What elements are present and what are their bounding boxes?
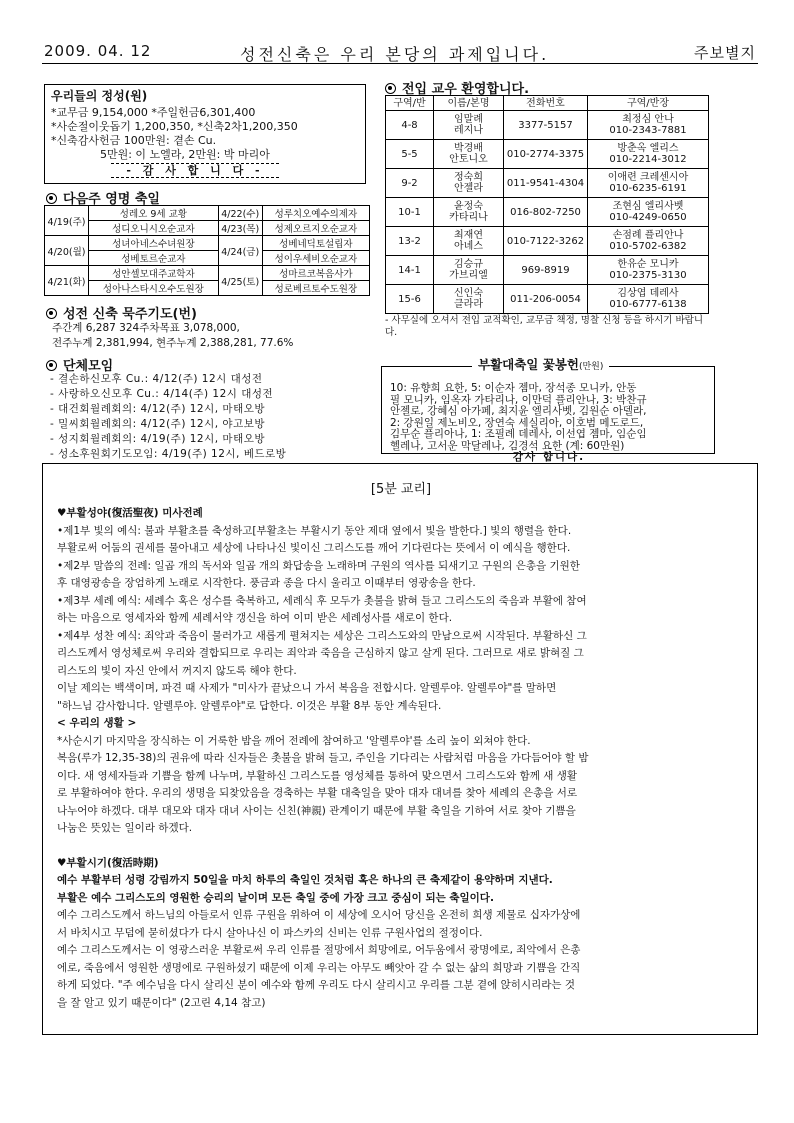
- paragraph-line: 하게 되었다. "주 예수님을 다시 살리신 분이 예수와 함께 우리도 다시 살리시고 우리를 그분 곁에 앉히시리라는 것: [57, 979, 576, 991]
- rosary-heading: [46, 303, 197, 322]
- feast-name: 성로베르토수도원장: [262, 281, 369, 296]
- area-cell: 15-6: [386, 285, 434, 314]
- feast-name: 성디오니시오순교자: [89, 221, 219, 236]
- flower-line: 10: 유향희 요한, 5: 이순자 젬마, 장석종 모니카, 안동: [390, 382, 637, 394]
- transfer-table: [385, 95, 709, 314]
- leader-name: 이애련 크레센시아: [607, 172, 689, 183]
- rosary-title: 성전 신축 묵주기도(번): [63, 307, 197, 322]
- meetings-list: [50, 372, 286, 462]
- phone-cell: 3377-5157: [504, 111, 588, 140]
- phone-cell: 010-7122-3262: [504, 227, 588, 256]
- table-row: [45, 206, 370, 221]
- meeting-item: - 밀씨회월례회의: 4/12(주) 12시, 야고보방: [50, 418, 266, 430]
- leader-name: 방춘옥 엘리스: [617, 143, 679, 154]
- table-row: [45, 266, 370, 281]
- section-heading: ♥부활성야(復活聖夜) 미사전례: [57, 507, 203, 519]
- flower-unit: (만원): [578, 362, 604, 372]
- col-header: 구역/반장: [588, 96, 709, 111]
- name-cell: [434, 227, 504, 256]
- transfer-title: 전입 교우 환영합니다.: [402, 82, 530, 97]
- header-title: 성전신축은 우리 본당의 과제입니다.: [240, 45, 550, 64]
- paragraph-line: •제2부 말씀의 전례: 일곱 개의 독서와 일곱 개의 화답송을 노래하며 구원의 역사를 되새기고 구원의 은총을 기원한: [57, 559, 580, 572]
- paragraph-line: 복음(루가 12,35-38)의 권유에 따라 신자들은 촛불을 밝혀 들고, 주인을 기다리는 사람처럼 마음을 가다듬어야 할 밤: [57, 752, 589, 764]
- table-row: [45, 281, 370, 296]
- feast-name: 성마르코복음사가: [262, 266, 369, 281]
- feast-name: 성제오르지오순교자: [262, 221, 369, 236]
- leader-name: 한유순 모니카: [617, 259, 679, 270]
- leader-cell: [588, 285, 709, 314]
- col-header: 전화번호: [504, 96, 588, 111]
- table-row: [386, 111, 709, 140]
- meeting-item: - 성지회월례회의: 4/19(주) 12시, 마태오방: [50, 433, 266, 445]
- paragraph-line: 을 잘 알고 있기 때문이다" (2고린 4,14 참고): [57, 996, 266, 1009]
- paragraph-line: 하는 마음으로 영세자와 함께 세례서약 갱신을 하여 이미 받은 세례성사를 새로이 한다.: [57, 612, 453, 624]
- catechism-box: [42, 463, 758, 1035]
- flower-line: 필 모니카, 임옥자 가타리나, 이만덕 플리안나, 3: 박찬규: [390, 393, 647, 406]
- subsection-heading: < 우리의 생활 >: [57, 717, 137, 729]
- flower-line: 김무순 플리아나, 1: 조필례 데레사, 이선엽 젬마, 임순임: [390, 428, 647, 440]
- paragraph-line: 부활로써 어둠의 권세를 물아내고 세상에 나타나신 빛이신 그리스도를 깨어 기다린다는 뜻에서 이 예식을 행한다.: [57, 542, 571, 554]
- offering-line: *교무금 9,154,000 *주일헌금6,301,400: [51, 106, 256, 119]
- feast-name: 성이우세비오순교자: [262, 251, 369, 266]
- area-cell: 10-1: [386, 198, 434, 227]
- table-row: [386, 285, 709, 314]
- catechism-title: [5분 교리]: [370, 482, 432, 497]
- baptism-name: 안젤라: [454, 183, 483, 194]
- feast-name: 성베네딕토설립자: [262, 236, 369, 251]
- feast-name: 성안셀모대주교학자: [89, 266, 219, 281]
- flower-title: 부활대축일 꽃봉헌: [478, 357, 579, 372]
- leader-phone: 010-5702-6382: [609, 241, 687, 252]
- header-date: 2009. 04. 12: [44, 42, 152, 60]
- bullet-circle-icon: [46, 193, 57, 204]
- flower-line: 헬레나, 고서운 막달레나, 김경석 요한 (계: 60만원): [390, 439, 625, 452]
- paragraph-line: 이날 제의는 백색이며, 파견 때 사제가 "미사가 끝났으니 가서 복음을 전합시다. 알렐루야. 알렐루야"를 말하면: [57, 682, 557, 694]
- feast-date: 4/25(토): [218, 266, 262, 296]
- paragraph-line: "하느님 감사합니다. 알렐루야. 알렐루야"로 답한다. 이것은 부활 8부 동안 계속된다.: [57, 699, 442, 712]
- name-text: 신인숙: [454, 288, 483, 299]
- table-row: [386, 227, 709, 256]
- table-row: [45, 236, 370, 251]
- paragraph-line: 로 부활하여야 한다. 우리의 생명을 되찾았음을 경축하는 부활 대축일을 맞아 대자 대녀를 찾아 세례의 은총을 서로: [57, 787, 577, 799]
- phone-cell: 016-802-7250: [504, 198, 588, 227]
- meeting-item: - 대건회월례회의: 4/12(주) 12시, 마태오방: [50, 403, 266, 415]
- paragraph-line: *사순시기 마지막을 장식하는 이 거룩한 밤을 깨어 전례에 참여하고 '알렐루야'를 소리 높이 외쳐야 한다.: [57, 734, 531, 747]
- table-row: [386, 256, 709, 285]
- phone-cell: 011-206-0054: [504, 285, 588, 314]
- name-text: 최재연: [454, 230, 483, 241]
- meetings-title: 단체모임: [63, 359, 114, 374]
- rosary-line: 전주누계 2,381,994, 현주누계 2,388,281, 77.6%: [52, 337, 294, 349]
- offering-line: *사순절이웃돕기 1,200,350, *신축2차1,200,350: [51, 120, 298, 133]
- paragraph-line: •제4부 성찬 예식: 죄악과 죽음이 물러가고 새롭게 펼쳐지는 세상은 그리스도와의 만남으로써 시작된다. 부활하신 그: [57, 629, 587, 642]
- leader-cell: [588, 169, 709, 198]
- leader-phone: 010-6235-6191: [609, 183, 687, 194]
- paragraph-line: 리스도께서 영성체로써 우리와 결합되므로 우리는 죄악과 죽음을 근심하지 않고 살게 된다. 그러므로 새로 밝혀질 그: [57, 647, 584, 659]
- meeting-item: - 사랑하오신모후 Cu.: 4/14(주) 12시 대성전: [50, 388, 274, 400]
- transfer-note: - 사무실에 오셔서 전입 교적확인, 교무금 책정, 명찰 신청 등을 하시기 바랍니다.: [385, 315, 703, 338]
- feast-date: 4/22(수): [218, 206, 262, 221]
- baptism-name: 카타리나: [449, 212, 488, 223]
- feast-date: 4/19(주): [45, 206, 89, 236]
- paragraph-line: •제1부 빛의 예식: 불과 부활초를 축성하고[부활초는 부활시기 동안 제대 옆에서 빛을 발한다.] 빛의 행렬을 한다.: [57, 524, 572, 537]
- flower-heading: [472, 359, 609, 374]
- section-heading: ♥부활시기(復活時期): [57, 856, 159, 869]
- paragraph-line: 나눔은 뜻있는 일이라 하겠다.: [57, 822, 193, 834]
- leader-cell: [588, 256, 709, 285]
- meeting-item: - 결손하신모후 Cu.: 4/12(주) 12시 대성전: [50, 373, 263, 385]
- name-cell: [434, 285, 504, 314]
- baptism-name: 아녜스: [454, 241, 483, 252]
- feast-date: 4/24(금): [218, 236, 262, 266]
- name-cell: [434, 169, 504, 198]
- leader-name: 조현심 엘리사벳: [612, 201, 684, 212]
- col-header: 이름/본명: [434, 96, 504, 111]
- feast-name: 성아나스타시오수도원장: [89, 281, 219, 296]
- leader-phone: 010-6777-6138: [609, 299, 687, 310]
- emphasis-line: 부활은 예수 그리스도의 영원한 승리의 날이며 모든 축일 중에 가장 크고 중심이 되는 축일이다.: [57, 891, 494, 904]
- table-row: [45, 251, 370, 266]
- leader-phone: 010-2375-3130: [609, 270, 687, 281]
- area-cell: 4-8: [386, 111, 434, 140]
- name-cell: [434, 198, 504, 227]
- feast-name: 성베토르순교자: [89, 251, 219, 266]
- offering-line: *신축감사헌금 100만원: 곁손 Cu.: [51, 134, 217, 147]
- name-cell: [434, 111, 504, 140]
- baptism-name: 가브리엘: [449, 270, 488, 281]
- baptism-name: 클라라: [454, 299, 483, 310]
- name-text: 정숙희: [454, 172, 483, 183]
- rosary-line: 주간계 6,287 324주차목표 3,078,000,: [52, 322, 240, 334]
- bullet-circle-icon: [46, 308, 57, 319]
- leader-name: 김상엽 데레사: [617, 288, 679, 299]
- leader-cell: [588, 227, 709, 256]
- leader-phone: 010-2343-7881: [609, 125, 687, 136]
- leader-cell: [588, 140, 709, 169]
- paragraph-line: 리스도의 빛이 자신 안에서 꺼지지 않도록 해야 한다.: [57, 664, 297, 677]
- leader-phone: 010-2214-3012: [609, 154, 687, 165]
- bullet-circle-icon: [385, 83, 396, 94]
- col-header: 구역/반: [386, 96, 434, 111]
- table-row: [386, 169, 709, 198]
- flower-line: 안젤로, 강혜심 아가페, 최지윤 엘리사벳, 김원순 아델라,: [390, 405, 647, 417]
- feast-name: 성레오 9세 교황: [89, 206, 219, 221]
- baptism-name: 레지나: [454, 125, 483, 136]
- paragraph-line: 예수 그리스도께서는 이 영광스러운 부활로써 우리 인류를 절망에서 희망에로, 어두움에서 광명에로, 죄악에서 은총: [57, 944, 581, 956]
- header-bulletin: 주보별지: [694, 44, 756, 62]
- offering-box: [44, 84, 366, 184]
- paragraph-line: 예수 그리스도께서 하느님의 아들로서 인류 구원을 위하여 이 세상에 오시어 당신을 온전히 희생 제물로 십자가상에: [57, 909, 581, 921]
- flower-thanks: 감사 합니다.: [512, 451, 586, 463]
- area-cell: 13-2: [386, 227, 434, 256]
- feast-table: [44, 205, 370, 296]
- paragraph-line: 이다. 새 영세자들과 기쁨을 함께 나누며, 부활하신 그리스도를 영성체를 통하여 맞으면서 그리스도와 함께 새 생활: [57, 769, 577, 782]
- spacer: [57, 838, 745, 855]
- area-cell: 5-5: [386, 140, 434, 169]
- name-text: 박경배: [454, 143, 483, 154]
- paragraph-line: 나누어야 하겠다. 대부 대모와 대자 대녀 사이는 신친(神親) 관계이기 때문에 부활 축일을 기하여 서로 찾아 기쁨을: [57, 804, 576, 817]
- table-row: [45, 221, 370, 236]
- leader-phone: 010-4249-0650: [609, 212, 687, 223]
- flower-line: 2: 강원일 제노비오, 장연숙 세실리아, 이호범 메도로드,: [390, 416, 644, 429]
- table-row: [386, 198, 709, 227]
- feast-name: 성녀아네스수녀원장: [89, 236, 219, 251]
- feast-date: 4/21(화): [45, 266, 89, 296]
- feast-title: 다음주 영명 축일: [63, 192, 160, 207]
- meeting-item: - 성소후원회기도모임: 4/19(주) 12시, 베드로방: [50, 448, 287, 460]
- table-header-row: [386, 96, 709, 111]
- offering-line: 5만원: 이 노엘라, 2만원: 박 마리아: [51, 148, 270, 161]
- name-cell: [434, 256, 504, 285]
- phone-cell: 969-8919: [504, 256, 588, 285]
- paragraph-line: 에로, 죽음에서 영원한 생명에로 구원하셨기 때문에 이제 우리는 아무도 빼앗아 갈 수 없는 삶의 희망과 기쁨을 간직: [57, 961, 581, 974]
- feast-name: 성루치오예수의제자: [262, 206, 369, 221]
- offering-thanks: - 감 사 합 니 다 -: [111, 163, 279, 178]
- paragraph-line: •제3부 세례 예식: 세례수 혹은 성수를 축복하고, 세례식 후 모두가 촛불을 밝혀 들고 그리스도의 죽음과 부활에 참여: [57, 594, 587, 607]
- table-row: [386, 140, 709, 169]
- area-cell: 14-1: [386, 256, 434, 285]
- flower-offering-box: [381, 357, 715, 463]
- feast-date: 4/20(월): [45, 236, 89, 266]
- leader-cell: [588, 198, 709, 227]
- paragraph-line: 후 대영광송을 장엄하게 노래로 시작한다. 풍금과 종을 다시 울리고 이때부터 영광송을 한다.: [57, 577, 476, 589]
- leader-name: 손점례 플리안나: [612, 230, 684, 241]
- baptism-name: 안토니오: [449, 154, 488, 165]
- paragraph-line: 서 바치시고 무덤에 묻히셨다가 다시 살아나신 이 파스카의 신비는 인류 구원사업의 절정이다.: [57, 926, 483, 939]
- rosary-text: [52, 321, 293, 351]
- name-text: 김승규: [454, 259, 483, 270]
- feast-date: 4/23(목): [218, 221, 262, 236]
- name-text: 임말례: [454, 114, 483, 125]
- leader-name: 최정심 안나: [622, 114, 674, 125]
- phone-cell: 010-2774-3375: [504, 140, 588, 169]
- emphasis-line: 예수 부활부터 성령 강림까지 50일을 마치 하루의 축일인 것처럼 혹은 하나의 큰 축제같이 용약하며 지낸다.: [57, 874, 553, 886]
- phone-cell: 011-9541-4304: [504, 169, 588, 198]
- name-cell: [434, 140, 504, 169]
- bullet-circle-icon: [46, 360, 57, 371]
- area-cell: 9-2: [386, 169, 434, 198]
- offering-title: 우리들의 정성(원): [51, 89, 148, 103]
- name-text: 윤정숙: [454, 201, 483, 212]
- page-header: [42, 40, 758, 64]
- leader-cell: [588, 111, 709, 140]
